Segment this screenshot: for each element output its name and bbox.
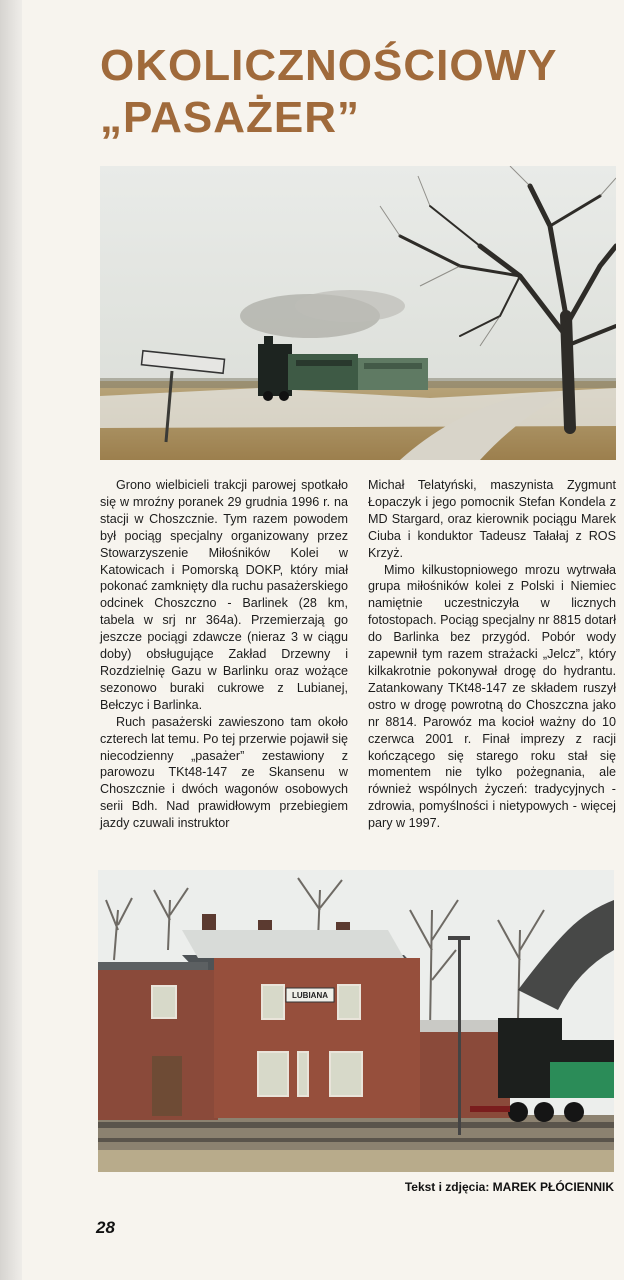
article-column-2: [368, 477, 616, 832]
photo-steam-train-winter: [100, 166, 616, 460]
paragraph: Ruch pasażerski zawieszono tam około czterech lat temu. Po tej przerwie pojawił się niecodzienny „pasażer” zestawiony z parowozu TKt48-147 ze Skansenu w Choszcznie i dwóch wagonów osobowych serii Bdh. Nad prawidłowym przebiegiem jazdy czuwali instruktor: [100, 714, 348, 831]
paragraph: Grono wielbicieli trakcji parowej spotkało się w mroźny poranek 29 grudnia 1996 r. na stacji w Choszcznie. Tym razem powodem był pociąg specjalny organizowany przez Stowarzyszenie Miłośników Kolei w Katowicach i Pomorską DOKP, który miał pokonać zamknięty dla ruchu pasażerskiego odcinek Choszczno - Barlinek (28 km, tabela w srj nr 364a). Przemierzają go jeszcze pociągi zdawcze (nieraz 3 w ciągu doby) obsługujące Zakład Drzewny i Rozdzielnię Gazu w Barlinku oraz wożące sezonowo buraki cukrowe z Lubianej, Bełczyc i Barlinka.: [100, 478, 348, 712]
photo-station-lubiana: [98, 870, 614, 1172]
page-binding-edge: [0, 0, 22, 1280]
station-sign: LUBIANA: [292, 991, 328, 1000]
page-number: 28: [96, 1218, 115, 1237]
paragraph: Mimo kilkustopniowego mrozu wytrwała grupa miłośników kolei z Polski i Niemiec namiętnie uczestniczyła w licznych fotostopach. Pociąg specjalny nr 8815 dotarł do Barlinka bez przygód. Pobór wody zapewnił tym razem strażacki „Jelcz”, który kilkakrotnie pokonywał drogę do hydrantu. Zatankowany TKt48-147 ze składem ruszył ostro w drogę powrotną do Choszczna jako nr 8814. Parowóz ma kocioł ważny do 10 czerwca 2001 r. Finał imprezy z racji kończącego się starego roku stał się momentem nie tylko pożegnania, ale również wspólnych życzeń: tradycyjnych - zdrowia, pomyślności i nietypowych - więcej pary w 1997.: [368, 562, 616, 831]
article-column-1: [100, 477, 348, 832]
title-line-1: OKOLICZNOŚCIOWY: [100, 41, 558, 90]
article-title: [100, 40, 615, 144]
paragraph: Michał Telatyński, maszynista Zygmunt Łopaczyk i jego pomocnik Stefan Kondela z MD Stargard, oraz kierownik pociągu Marek Ciuba i konduktor Tadeusz Tałałaj z ROS Krzyż.: [368, 478, 616, 560]
title-line-2: „PASAŻER”: [100, 93, 360, 142]
photo-credit: Tekst i zdjęcia: MAREK PŁÓCIENNIK: [404, 1180, 614, 1194]
